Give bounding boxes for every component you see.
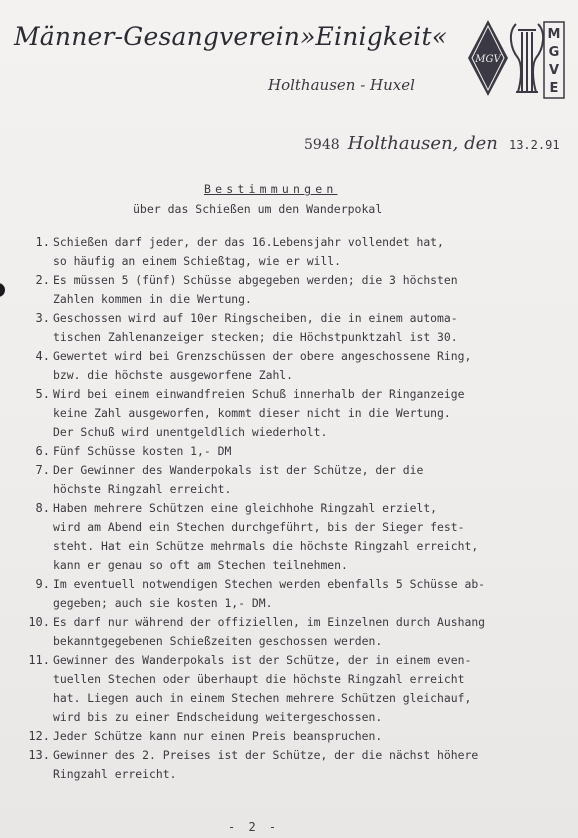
rule-text-line: Jeder Schütze kann nur einen Preis beanspruchen. <box>53 729 383 743</box>
club-logo <box>466 18 570 102</box>
rule-text-line: bzw. die höchste ausgeworfene Zahl. <box>53 368 294 382</box>
rule-number: 10. <box>28 615 50 629</box>
rule-text-line: Zahlen kommen in die Wertung. <box>53 292 252 306</box>
rule-number: 2. <box>35 273 50 287</box>
rule-item <box>35 309 568 347</box>
rule-item <box>35 442 568 461</box>
rule-text-line: hat. Liegen auch in einem Stechen mehrere Schützen gleichauf, <box>53 691 472 705</box>
rule-item <box>28 746 568 784</box>
document-heading: Bestimmungen <box>204 182 338 196</box>
logo-letter: V <box>548 63 560 78</box>
rule-item <box>35 385 568 442</box>
rule-number: 9. <box>35 577 50 591</box>
logo-letter: E <box>549 81 559 96</box>
postal-code: 5948 <box>304 137 340 153</box>
rule-item <box>35 271 568 309</box>
rule-text-line: steht. Hat ein Schütze mehrmals die höchste Ringzahl erreicht, <box>53 539 479 553</box>
rule-item <box>35 233 568 271</box>
rule-number: 12. <box>28 729 50 743</box>
club-place: Holthausen - Huxel <box>268 76 415 94</box>
rule-text-line: Im eventuell notwendigen Stechen werden ebenfalls 5 Schüsse ab- <box>53 577 486 591</box>
rule-text-line: tuellen Stechen oder überhaupt die höchste Ringzahl erreicht <box>53 672 465 686</box>
rule-item <box>35 347 568 385</box>
rule-item <box>35 499 568 575</box>
punch-hole <box>0 283 5 297</box>
logo-letter-column <box>544 22 564 98</box>
logo-diamond <box>468 20 508 96</box>
dateline-place: Holthausen, den <box>347 133 498 154</box>
rule-number: 8. <box>35 501 50 515</box>
rule-text-line: tischen Zahlenanzeiger stecken; die Höchstpunktzahl ist 30. <box>53 330 458 344</box>
logo-letter: G <box>548 45 560 60</box>
rule-number: 3. <box>35 311 50 325</box>
rule-number: 13. <box>28 748 50 762</box>
club-name: Männer-Gesangverein»Einigkeit« <box>14 22 448 51</box>
rule-text-line: Fünf Schüsse kosten 1,- DM <box>53 444 232 458</box>
rule-item <box>35 575 568 613</box>
rule-text-line: Geschossen wird auf 10er Ringscheiben, die in einem automa- <box>53 311 458 325</box>
rule-number: 4. <box>35 349 50 363</box>
rule-text-line: so häufig an einem Schießtag, wie er will. <box>53 254 342 268</box>
rule-number: 7. <box>35 463 50 477</box>
rule-item <box>28 613 568 651</box>
rule-text-line: Schießen darf jeder, der das 16.Lebensjahr vollendet hat, <box>53 235 444 249</box>
rule-text-line: gegeben; auch sie kosten 1,- DM. <box>53 596 273 610</box>
rule-text-line: Haben mehrere Schützen eine gleichhohe Ringzahl erzielt, <box>53 501 438 515</box>
rule-number: 5. <box>35 387 50 401</box>
rule-item <box>28 651 568 727</box>
rule-text-line: keine Zahl ausgeworfen, kommt dieser nicht in die Wertung. <box>53 406 451 420</box>
rule-text-line: wird bis zu einer Endscheidung weitergeschossen. <box>53 710 383 724</box>
document-subheading: über das Schießen um den Wanderpokal <box>133 202 383 216</box>
page-number: - 2 - <box>228 820 280 834</box>
rule-text-line: Der Schuß wird unentgeldlich wiederholt. <box>53 425 328 439</box>
rule-text-line: Es müssen 5 (fünf) Schüsse abgegeben werden; die 3 höchsten <box>53 273 458 287</box>
rule-text-line: bekanntgegebenen Schießzeiten geschossen werden. <box>53 634 383 648</box>
rule-text-line: Der Gewinner des Wanderpokals ist der Schütze, der die <box>53 463 424 477</box>
rule-text-line: höchste Ringzahl erreicht. <box>53 482 232 496</box>
rules-list <box>28 233 568 784</box>
rule-text-line: Es darf nur während der offiziellen, im Einzelnen durch Aushang <box>53 615 486 629</box>
rule-text-line: Ringzahl erreicht. <box>53 767 177 781</box>
rule-text-line: Gewertet wird bei Grenzschüssen der obere angeschossene Ring, <box>53 349 472 363</box>
rule-number: 6. <box>35 444 50 458</box>
rule-number: 11. <box>28 653 50 667</box>
lyre-icon <box>511 24 543 92</box>
dateline <box>304 133 560 154</box>
logo-letter: M <box>547 27 561 42</box>
rule-text-line: Wird bei einem einwandfreien Schuß innerhalb der Ringanzeige <box>53 387 465 401</box>
rule-number: 1. <box>35 235 50 249</box>
rule-text-line: Gewinner des 2. Preises ist der Schütze, der die nächst höhere <box>53 748 479 762</box>
logo-initials: MGV <box>475 54 501 65</box>
rule-text-line: kann er genau so oft am Stechen teilnehmen. <box>53 558 348 572</box>
rule-text-line: Gewinner des Wanderpokals ist der Schütze, der in einem even- <box>53 653 472 667</box>
rule-item <box>28 727 568 746</box>
rule-item <box>35 461 568 499</box>
rule-text-line: wird am Abend ein Stechen durchgeführt, bis der Sieger fest- <box>53 520 465 534</box>
dateline-date: 13.2.91 <box>508 138 560 152</box>
